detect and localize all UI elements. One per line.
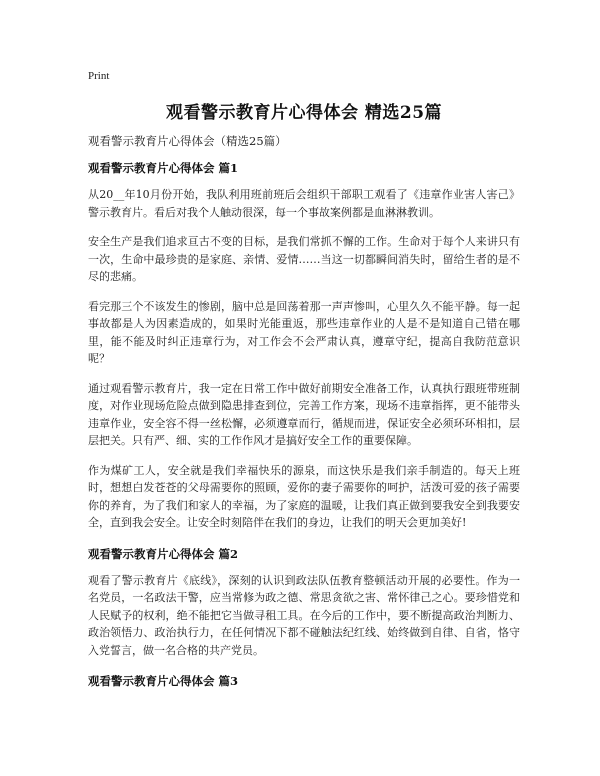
paragraph: 观看了警示教育片《底线》，深刻的认识到政法队伍教育整顿活动开展的必要性。作为一名党员，一名政法干警，应当常修为政之德、常思贪欲之害、常怀律己之心。要珍惜党和人民赋予的权利，绝不能把它当做寻租工具。在今后的工作中，要不断提高政治判断力、政治领悟力、政治执行力，在任何情况下都不碰触法纪红线、始终做到自律、自省，恪守入党誓言，做一名合格的共产党员。 xyxy=(88,573,520,657)
section-heading-1: 观看警示教育片心得体会 篇1 xyxy=(88,161,239,175)
paragraph: 看完那三个不该发生的惨剧，脑中总是回荡着那一声声惨叫，心里久久不能平静。每一起事故都是人为因素造成的，如果时光能重返，那些违章作业的人是不是知道自己错在哪里，能不能及时纠正违章行为，对工作会不会严肃认真，遵章守纪，提高自我防范意识呢？ xyxy=(88,299,520,365)
section-heading-3: 观看警示教育片心得体会 篇3 xyxy=(88,674,239,688)
paragraph: 作为煤矿工人，安全就是我们幸福快乐的源泉，而这快乐是我们亲手制造的。每天上班时，想想白发苍苍的父母需要你的照顾，爱你的妻子需要你的呵护，活泼可爱的孩子需要你的养育，为了我们和家人的幸福，为了家庭的温暖，让我们真正做到要我安全到我要安全，直到我会安全。让安全时刻陪伴在我们的身边，让我们的明天会更加美好! xyxy=(88,463,520,529)
article-body xyxy=(88,160,520,699)
page-subtitle: 观看警示教育片心得体会（精选25篇） xyxy=(88,134,287,148)
page-title: 观看警示教育片心得体会 精选25篇 xyxy=(165,103,443,123)
paragraph: 通过观看警示教育片，我一定在日常工作中做好前期安全准备工作，认真执行跟班带班制度，对作业现场危险点做到隐患排查到位，完善工作方案，现场不违章指挥，更不能带头违章作业，安全容不得一丝松懈，必须遵章而行，循规而进，保证安全必须环环相扣，层层把关。只有严、细、实的工作作风才是搞好安全工作的重要保障。 xyxy=(88,381,520,447)
paragraph: 安全生产是我们追求亘古不变的目标，是我们常抓不懈的工作。生命对于每个人来讲只有一次，生命中最珍贵的是家庭、亲情、爱情……当这一切都瞬间消失时，留给生者的是不尽的悲痛。 xyxy=(88,235,520,283)
section-heading-2: 观看警示教育片心得体会 篇2 xyxy=(88,546,239,561)
print-label[interactable]: Print xyxy=(88,70,110,82)
paragraph: 从20__年10月份开始，我队利用班前班后会组织干部职工观看了《违章作业害人害己》警示教育片。看后对我个人触动很深，每一个事故案例都是血淋淋教训。 xyxy=(88,188,520,219)
